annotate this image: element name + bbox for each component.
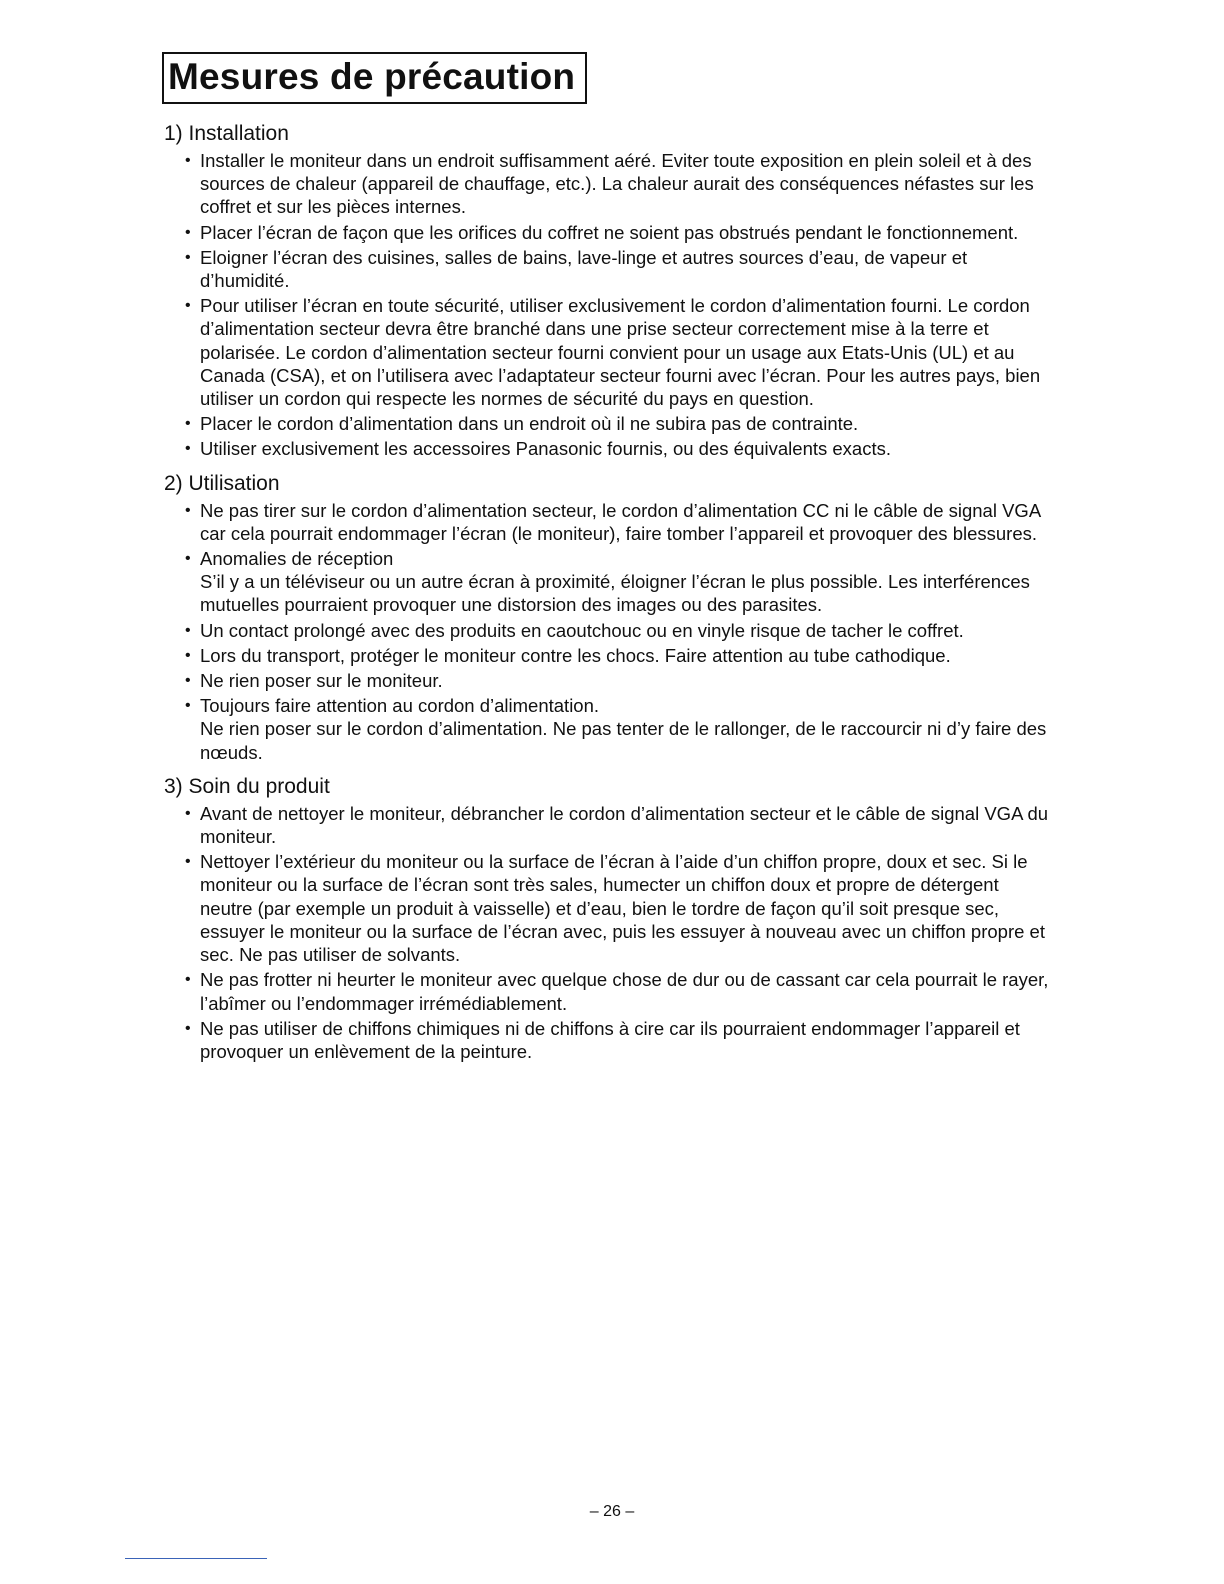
precautions-content [164,120,1054,1065]
item-text: Eloigner l’écran des cuisines, salles de bains, lave-linge et autres sources d’eau, de vapeur et d’humidité. [200,246,968,292]
item-text: Ne pas frotter ni heurter le moniteur avec quelque chose de dur ou de cassant car cela pourrait le rayer, l’abîmer ou l’endommager irrémédiablement. [200,969,1049,1014]
item-text: S’il y a un téléviseur ou un autre écran à proximité, éloigner l’écran le plus possible. Les interférences mutuelles pourraient provoquer une distorsion des images ou des parasites. [200,571,1030,616]
list-item [164,802,1054,848]
list-item [164,149,1054,219]
item-text: Ne pas utiliser de chiffons chimiques ni de chiffons à cire car ils pourraient endommager l’appareil et provoquer un enlèvement de la peinture. [200,1017,1020,1062]
bullet-icon: • [185,550,191,568]
bullet-icon: • [185,697,191,715]
item-text: Ne pas tirer sur le cordon d’alimentation secteur, le cordon d’alimentation CC ni le câble de signal VGA car cela pourrait endommager l’écran (le moniteur), faire tomber l’appareil et provoquer des blessures. [200,499,1041,544]
section-heading: 2) Utilisation [164,471,280,495]
section-heading: 3) Soin du produit [164,774,330,798]
list-item [164,1017,1054,1063]
list-item [164,412,1054,435]
item-text: Placer l’écran de façon que les orifices du coffret ne soient pas obstrués pendant le fonctionnement. [200,221,1019,243]
bullet-icon: • [185,223,191,241]
item-text: Toujours faire attention au cordon d’alimentation. [200,695,600,717]
list-item [164,644,1054,667]
section-3 [164,773,1054,1063]
bullet-icon: • [185,440,191,458]
bullet-icon: • [185,248,191,266]
bullet-list [164,802,1054,1063]
bullet-icon: • [185,971,191,989]
item-text: Avant de nettoyer le moniteur, débrancher le cordon d’alimentation secteur et le câble de signal VGA du moniteur. [200,802,1049,848]
list-item [164,968,1054,1014]
bullet-list [164,499,1054,764]
footer-rule [125,1558,267,1559]
bullet-icon: • [185,1019,191,1037]
bullet-icon: • [185,646,191,664]
item-text: Anomalies de réception [200,548,394,570]
section-heading: 1) Installation [164,122,289,145]
item-text: Ne rien poser sur le moniteur. [200,670,443,692]
list-item [164,619,1054,642]
list-item [164,850,1054,966]
item-text: Un contact prolongé avec des produits en caoutchouc ou en vinyle risque de tacher le coffret. [200,619,964,641]
section-1 [164,120,1054,461]
bullet-icon: • [185,297,191,315]
item-text: Pour utiliser l’écran en toute sécurité, utiliser exclusivement le cordon d’alimentation fourni. Le cordon d’alimentation secteur devra être branché dans une prise secteur correctement mise à la terre et polarisée. Le cordon d’alimentation secteur fourni convient pour un usage aux Etats-Unis (UL) et au Canada (CSA), et on l’utilisera avec l’adaptateur secteur fourni avec l’écran. Pour les autres pays, bien utiliser un cordon qui respecte les normes de sécurité du pays en question. [200,295,1041,410]
bullet-icon: • [185,804,191,822]
item-text: Lors du transport, protéger le moniteur contre les chocs. Faire attention au tube cathodique. [200,644,951,666]
list-item [164,437,1054,460]
list-item [164,669,1054,692]
page-title: Mesures de précaution [162,52,587,104]
item-text: Placer le cordon d’alimentation dans un endroit où il ne subira pas de contrainte. [200,413,859,435]
item-text: Ne rien poser sur le cordon d’alimentation. Ne pas tenter de le rallonger, de le raccourcir ni d’y faire des nœuds. [200,718,1047,763]
item-text: Utiliser exclusivement les accessoires Panasonic fournis, ou des équivalents exacts. [200,438,891,460]
list-item [164,499,1054,545]
page-number: – 26 – [589,1503,635,1520]
list-item [164,294,1054,410]
item-text: Nettoyer l’extérieur du moniteur ou la surface de l’écran à l’aide d’un chiffon propre, doux et sec. Si le moniteur ou la surface de l’écran sont très sales, humecter un chiffon doux et propre de détergent neutre (par exemple un produit à vaisselle) et d’eau, bien le tordre de façon qu’il soit presque sec, essuyer le moniteur ou la surface de l’écran avec, puis les essuyer à nouveau avec un chiffon propre et sec. Ne pas utiliser de solvants. [200,851,1045,966]
bullet-icon: • [185,621,191,639]
bullet-icon: • [185,415,191,433]
item-text: Installer le moniteur dans un endroit suffisamment aéré. Eviter toute exposition en plein soleil et à des sources de chaleur (appareil de chauffage, etc.). La chaleur aurait des conséquences néfastes sur les coffret et sur les pièces internes. [200,150,1034,218]
list-item [164,246,1054,292]
bullet-icon: • [185,152,191,169]
bullet-list [164,149,1054,461]
bullet-icon: • [185,501,191,519]
list-item [164,694,1054,764]
bullet-icon: • [185,672,191,690]
bullet-icon: • [185,853,191,871]
section-2 [164,470,1054,764]
list-item [164,221,1054,244]
list-item [164,547,1054,617]
